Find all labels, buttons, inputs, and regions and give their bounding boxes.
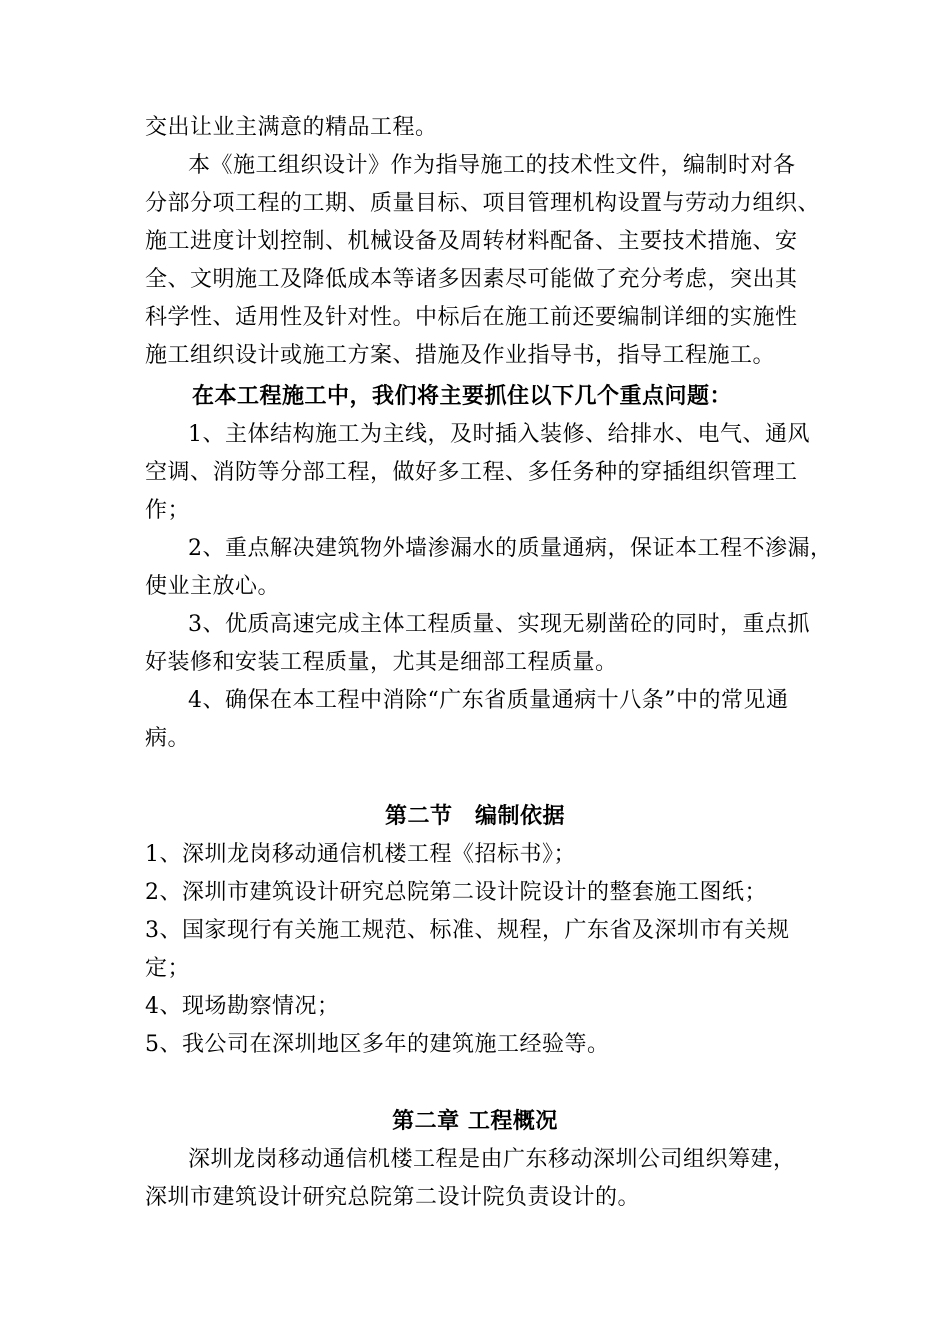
- list-item-line: 使业主放心。: [145, 574, 281, 599]
- paragraph-line: 全、文明施工及降低成本等诸多因素尽可能做了充分考虑，突出其: [145, 267, 798, 292]
- key-issues-heading: 在本工程施工中，我们将主要抓住以下几个重点问题：: [192, 383, 733, 409]
- section-heading: 第二节 编制依据: [384, 803, 565, 829]
- paragraph-line: 深圳市建筑设计研究总院第二设计院负责设计的。: [145, 1185, 641, 1210]
- list-item-line: 空调、消防等分部工程，做好多工程、多任务种的穿插组织管理工: [145, 460, 798, 485]
- list-item-line: 好装修和安装工程质量，尤其是细部工程质量。: [145, 650, 618, 675]
- list-item: 1、深圳龙岗移动通信机楼工程《招标书》；: [145, 842, 576, 867]
- list-item-line: 3、优质高速完成主体工程质量、实现无剔凿砼的同时，重点抓: [188, 612, 810, 637]
- paragraph-line: 交出让业主满意的精品工程。: [145, 115, 438, 140]
- list-item: 4、现场勘察情况；: [145, 994, 340, 1019]
- chapter-heading: 第二章 工程概况: [392, 1108, 558, 1134]
- list-item-line: 作；: [145, 498, 191, 523]
- list-item: 2、深圳市建筑设计研究总院第二设计院设计的整套施工图纸；: [145, 880, 767, 905]
- list-item-line: 1、主体结构施工为主线，及时插入装修、给排水、电气、通风: [188, 422, 810, 447]
- list-item-line: 2、重点解决建筑物外墙渗漏水的质量通病，保证本工程不渗漏，: [188, 536, 833, 561]
- list-item-line: 病。: [145, 726, 191, 751]
- paragraph-line: 分部分项工程的工期、质量目标、项目管理机构设置与劳动力组织、: [145, 191, 821, 216]
- list-item-line: 4、确保在本工程中消除“广东省质量通病十八条”中的常见通: [188, 688, 789, 713]
- paragraph-line: 施工组织设计或施工方案、措施及作业指导书，指导工程施工。: [145, 343, 776, 368]
- paragraph-line: 本《施工组织设计》作为指导施工的技术性文件，编制时对各: [188, 153, 796, 178]
- paragraph-line: 科学性、适用性及针对性。中标后在施工前还要编制详细的实施性: [145, 305, 798, 330]
- paragraph-line: 深圳龙岗移动通信机楼工程是由广东移动深圳公司组织筹建，: [188, 1147, 796, 1172]
- list-item: 5、我公司在深圳地区多年的建筑施工经验等。: [145, 1032, 610, 1057]
- paragraph-line: 施工进度计划控制、机械设备及周转材料配备、主要技术措施、安: [145, 229, 798, 254]
- list-item: 3、国家现行有关施工规范、标准、规程，广东省及深圳市有关规: [145, 918, 790, 943]
- list-item: 定；: [145, 956, 191, 981]
